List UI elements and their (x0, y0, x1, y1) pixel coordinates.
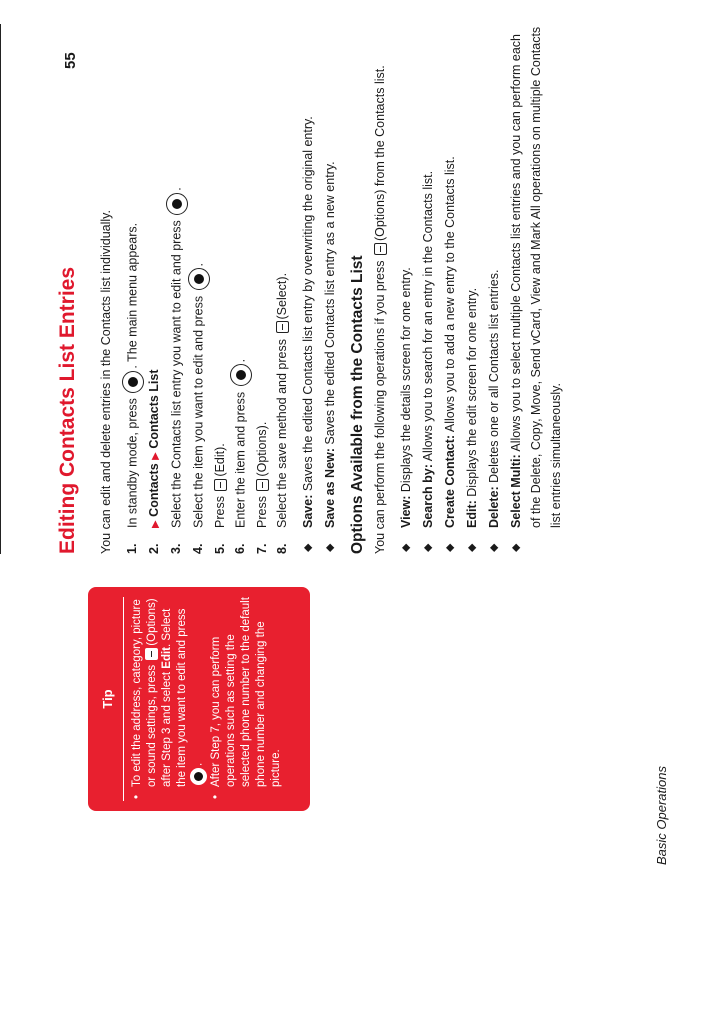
softkey-icon (145, 648, 158, 660)
save-options-list (298, 24, 340, 554)
ok-button-icon (230, 364, 252, 386)
tip-box (88, 587, 310, 811)
steps-list (122, 24, 292, 554)
ok-button-icon (188, 268, 210, 290)
step-item: 2. ▶ Contacts ▶ Contacts List (147, 369, 161, 554)
tip-title: Tip (100, 689, 115, 709)
options-list (396, 24, 566, 554)
page-title: Editing Contacts List Entries (56, 266, 79, 554)
list-item: ◆ Save as New: Saves the edited Contacts list entry as a new entry. (320, 24, 340, 554)
list-item: ◆ Edit: Displays the edit screen for one entry. (462, 24, 482, 554)
list-item: ◆ Search by: Allows you to search for an entry in the Contacts list. (418, 24, 438, 554)
main-content (96, 24, 570, 554)
tip-item: • To edit the address, category, picture or sound settings, press (Options) after Step 3 and select Edit. Select the item you want to edit and press . (130, 597, 207, 801)
softkey-icon (256, 479, 269, 491)
ok-button-icon (122, 371, 144, 393)
arrow-right-icon: ▶ (150, 520, 161, 528)
intro-paragraph: You can edit and delete entries in the Contacts list individually. (99, 210, 113, 554)
step-item: 8. Select the save method and press (Select). (275, 272, 289, 554)
tip-list (130, 587, 284, 811)
list-item: ◆ Create Contact: Allows you to add a new entry to the Contacts list. (440, 24, 460, 554)
list-item: ◆ View: Displays the details screen for one entry. (396, 24, 416, 554)
arrow-right-icon: ▶ (150, 452, 161, 460)
options-intro: You can perform the following operations if you press (Options) from the Contacts list. (373, 65, 387, 554)
softkey-icon (214, 479, 227, 491)
step-item: 3. Select the Contacts list entry you want to edit and press . (166, 24, 188, 554)
tip-rule (123, 597, 124, 801)
step-item: 7. Press (Options). (255, 421, 269, 554)
tip-item: • After Step 7, you can perform operations such as setting the selected phone number to the default phone number and changing the picture. (209, 597, 284, 801)
page-number: 55 (62, 52, 79, 69)
list-item: ◆ Delete: Deletes one or all Contacts list entries. (484, 24, 504, 554)
ok-button-icon (190, 768, 207, 785)
section-subheading: Options Available from the Contacts List (349, 255, 366, 554)
title-rule (0, 24, 1, 554)
softkey-icon (276, 322, 289, 334)
step-item: 4. Select the item you want to edit and press . (188, 24, 210, 554)
step-item: 5. Press (Edit). (213, 443, 227, 554)
step-item: 1. In standby mode, press . The main menu appears. (122, 24, 144, 554)
softkey-icon (374, 243, 387, 255)
list-item: ◆ Select Multi: Allows you to select multiple Contacts list entries and you can perform each of the Delete, Copy, Move, Send vCard, View and Mark All operations on multiple Contacts list entries simultaneously. (506, 24, 566, 554)
ok-button-icon (166, 193, 188, 215)
list-item: ◆ Save: Saves the edited Contacts list entry by overwriting the original entry. (298, 24, 318, 554)
step-item: 6. Enter the item and press . (230, 24, 252, 554)
footer-section-name: Basic Operations (654, 766, 669, 865)
